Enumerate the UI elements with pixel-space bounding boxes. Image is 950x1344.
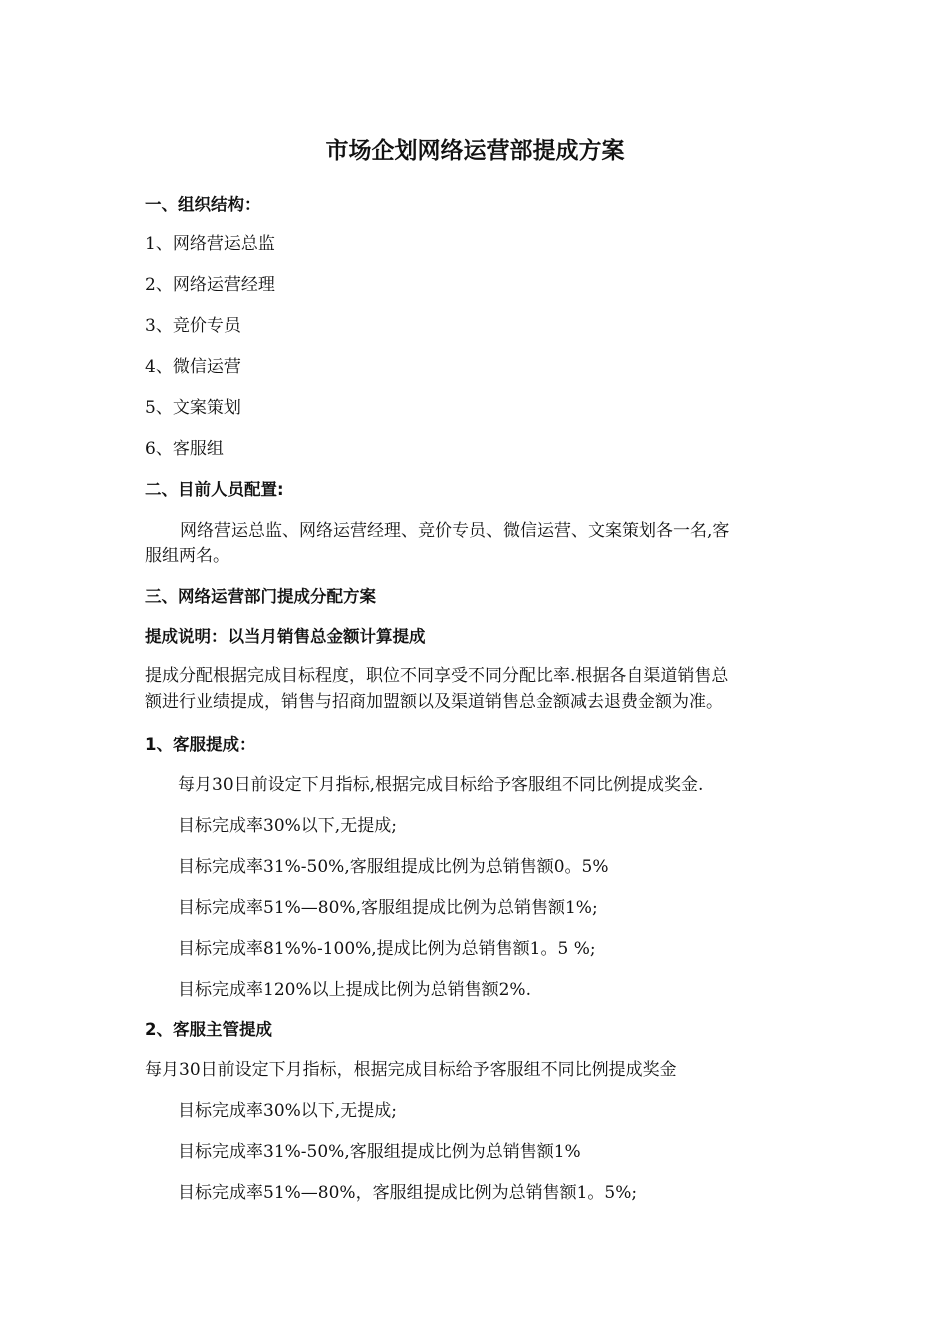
document-title: 市场企划网络运营部提成方案 [325,138,625,164]
org-item: 1、网络营运总监 [145,234,275,254]
intro-paragraph-line: 额进行业绩提成，销售与招商加盟额以及渠道销售总金额减去退费金额为准。 [145,692,723,712]
cs-rule-line: 目标完成率120%以上提成比例为总销售额2%. [178,980,531,1000]
section-3-heading: 三、网络运营部门提成分配方案 [145,587,376,606]
supervisor-rule-line: 目标完成率30%以下,无提成; [178,1101,397,1121]
cs-commission-heading: 1、客服提成： [145,735,256,754]
supervisor-rule-line: 目标完成率31%-50%,客服组提成比例为总销售额1% [178,1142,581,1162]
commission-note: 提成说明：以当月销售总金额计算提成 [145,627,426,646]
supervisor-rule-line: 目标完成率51%—80%，客服组提成比例为总销售额1。5%; [178,1183,638,1203]
intro-paragraph-line: 提成分配根据完成目标程度，职位不同享受不同分配比率.根据各自渠道销售总 [145,666,729,686]
org-item: 3、竞价专员 [145,316,241,336]
cs-rule-line: 每月30日前设定下月指标,根据完成目标给予客服组不同比例提成奖金. [178,775,704,795]
org-item: 6、客服组 [145,439,224,459]
org-item: 2、网络运营经理 [145,275,275,295]
supervisor-intro: 每月30日前设定下月指标，根据完成目标给予客服组不同比例提成奖金 [145,1060,677,1080]
cs-rule-line: 目标完成率51%—80%,客服组提成比例为总销售额1%; [178,898,598,918]
cs-rule-line: 目标完成率31%-50%,客服组提成比例为总销售额0。5% [178,857,609,877]
staffing-paragraph-line: 服组两名。 [145,546,230,566]
org-item: 4、微信运营 [145,357,241,377]
org-item: 5、文案策划 [145,398,241,418]
supervisor-commission-heading: 2、客服主管提成 [145,1020,272,1039]
cs-rule-line: 目标完成率30%以下,无提成; [178,816,397,836]
cs-rule-line: 目标完成率81%%-100%,提成比例为总销售额1。5 %; [178,939,596,959]
section-1-heading: 一、组织结构： [145,195,261,214]
staffing-paragraph-line: 网络营运总监、网络运营经理、竞价专员、微信运营、文案策划各一名,客 [180,521,730,541]
section-2-heading: 二、目前人员配置: [145,480,284,499]
